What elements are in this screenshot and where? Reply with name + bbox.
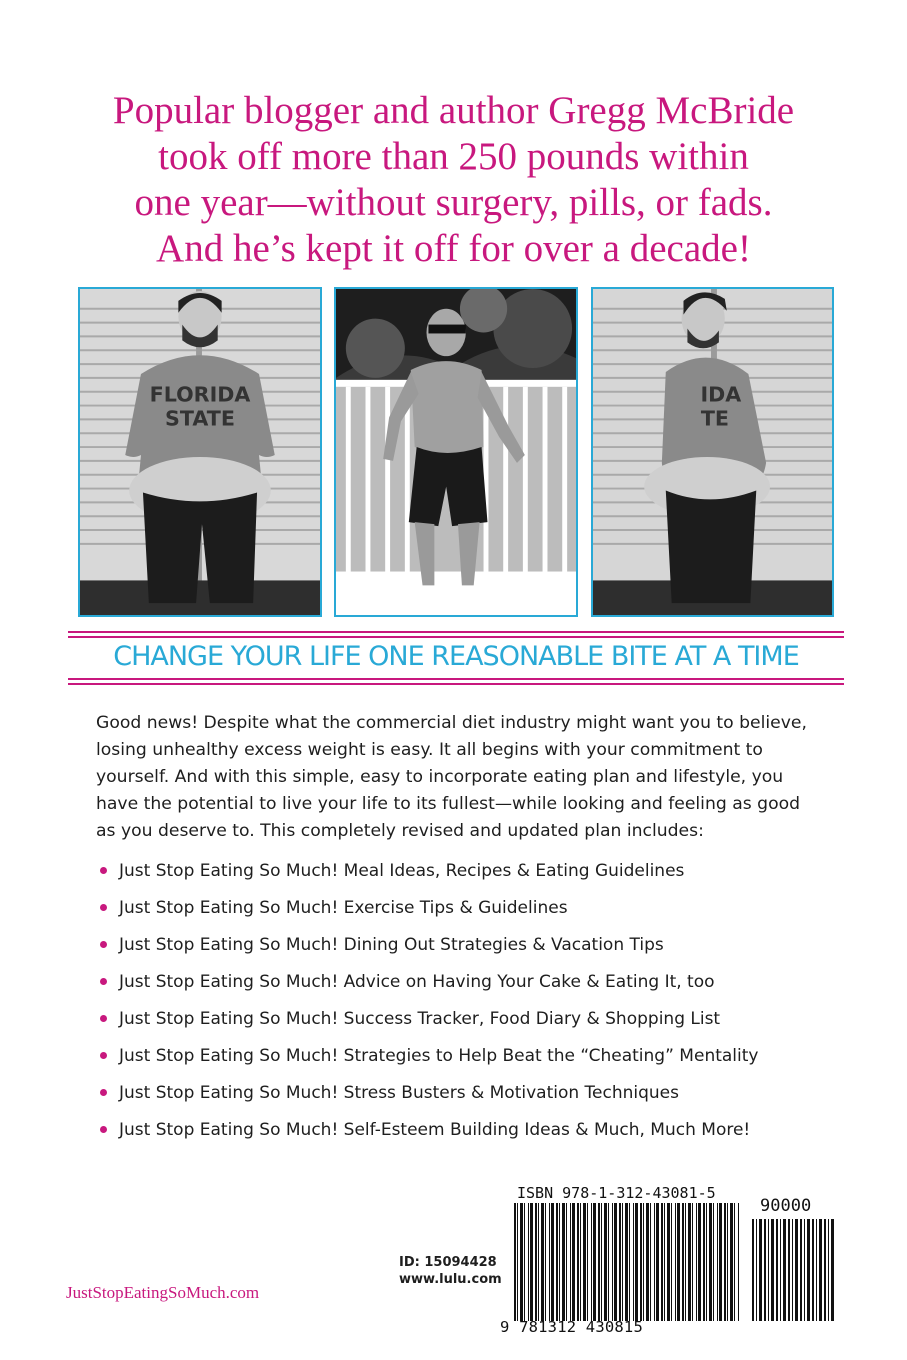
before-side-image <box>593 289 832 615</box>
headline <box>40 88 867 272</box>
list-item <box>100 852 820 889</box>
tagline: CHANGE YOUR LIFE ONE REASONABLE BITE AT A TIME <box>113 641 799 672</box>
list-item-text: Just Stop Eating So Much! Stress Busters & Motivation Techniques <box>119 1082 679 1103</box>
list-item <box>100 1000 820 1037</box>
isbn-label: ISBN 978-1-312-43081-5 <box>517 1184 716 1202</box>
list-item-text: Just Stop Eating So Much! Dining Out Strategies & Vacation Tips <box>119 934 664 955</box>
after-image <box>336 289 576 615</box>
bullet-icon <box>100 1089 107 1096</box>
headline-line: And he’s kept it off for over a decade! <box>156 227 751 270</box>
bullet-icon <box>100 941 107 948</box>
list-item <box>100 1037 820 1074</box>
intro-line: losing unhealthy excess weight is easy. It all begins with your commitment to <box>96 740 763 760</box>
bullet-icon <box>100 1015 107 1022</box>
list-item-text: Just Stop Eating So Much! Advice on Having Your Cake & Eating It, too <box>119 971 715 992</box>
publisher-site: www.lulu.com <box>399 1272 502 1287</box>
headline-line: one year—without surgery, pills, or fads. <box>134 181 773 224</box>
list-item-text: Just Stop Eating So Much! Success Tracker, Food Diary & Shopping List <box>119 1008 721 1029</box>
bullet-icon <box>100 904 107 911</box>
website-url: JustStopEatingSoMuch.com <box>66 1283 260 1302</box>
intro-line: Good news! Despite what the commercial diet industry might want you to believe, <box>96 713 807 733</box>
list-item <box>100 889 820 926</box>
tagline-rule-bottom <box>68 678 844 680</box>
bullet-icon <box>100 1126 107 1133</box>
shirt-text: IDA <box>700 382 742 407</box>
intro-line: have the potential to live your life to its fullest—while looking and feeling as good <box>96 794 801 814</box>
price-code: 90000 <box>760 1196 812 1216</box>
bullet-icon <box>100 1052 107 1059</box>
intro-paragraph <box>96 710 818 845</box>
list-item <box>100 963 820 1000</box>
publisher-id: ID: 15094428 <box>399 1255 497 1270</box>
list-item-text: Just Stop Eating So Much! Exercise Tips & Guidelines <box>119 897 568 918</box>
bullet-icon <box>100 867 107 874</box>
tagline-rule-top <box>68 631 844 633</box>
intro-line: as you deserve to. This completely revised and updated plan includes: <box>96 821 704 841</box>
before-photo-front <box>78 287 322 617</box>
tagline-rule-top <box>68 636 844 638</box>
before-photo-side <box>591 287 834 617</box>
bullet-icon <box>100 978 107 985</box>
shirt-text: TE <box>700 406 730 431</box>
publisher-info <box>399 1254 502 1288</box>
barcode-icon <box>514 1203 740 1321</box>
after-photo <box>334 287 578 617</box>
tagline-rule-bottom <box>68 683 844 685</box>
feature-list <box>100 852 820 1148</box>
shirt-text: FLORIDA <box>149 382 251 407</box>
before-front-image <box>80 289 320 615</box>
addon-barcode-icon <box>752 1219 836 1321</box>
headline-line: took off more than 250 pounds within <box>158 135 749 178</box>
list-item-text: Just Stop Eating So Much! Self-Esteem Building Ideas & Much, Much More! <box>119 1119 751 1140</box>
list-item <box>100 926 820 963</box>
shirt-text: STATE <box>165 406 235 431</box>
list-item-text: Just Stop Eating So Much! Strategies to Help Beat the “Cheating” Mentality <box>119 1045 759 1066</box>
list-item-text: Just Stop Eating So Much! Meal Ideas, Recipes & Eating Guidelines <box>119 860 685 881</box>
intro-line: yourself. And with this simple, easy to incorporate eating plan and lifestyle, you <box>96 767 784 787</box>
list-item <box>100 1111 820 1148</box>
headline-line: Popular blogger and author Gregg McBride <box>112 89 795 132</box>
barcode-digits: 9 781312 430815 <box>500 1318 643 1336</box>
list-item <box>100 1074 820 1111</box>
